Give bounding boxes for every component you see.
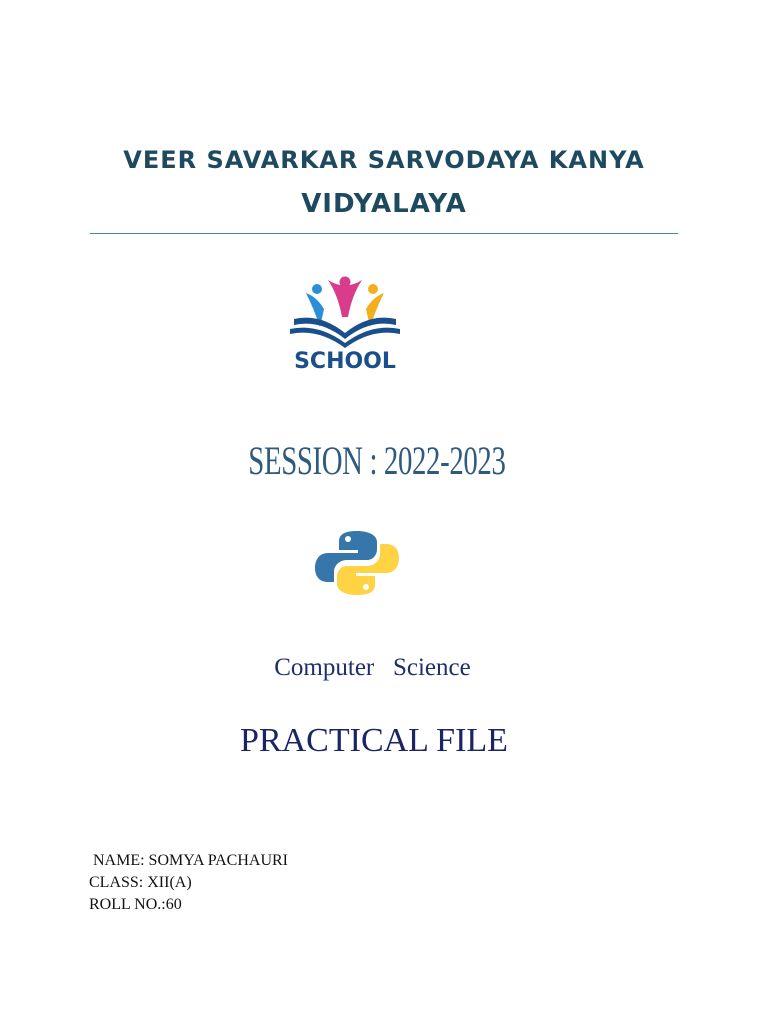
document-title: PRACTICAL FILE (240, 722, 508, 759)
school-name-line1: VEER SAVARKAR SARVODAYA KANYA (123, 146, 645, 174)
subject-heading: Computer Science (274, 654, 471, 681)
student-roll-number: ROLL NO.:60 (89, 896, 182, 913)
python-logo-icon (312, 528, 402, 598)
school-logo (284, 273, 406, 383)
school-name-line2: VIDYALAYA (301, 189, 467, 219)
session-heading: SESSION : 2022-2023 (248, 438, 506, 483)
school-book-people-icon (284, 273, 406, 353)
student-details (89, 850, 288, 916)
school-logo-wordmark: SCHOOL (294, 349, 396, 374)
student-name: NAME: SOMYA PACHAURI (89, 852, 289, 869)
header-divider (90, 233, 678, 234)
student-class: CLASS: XII(A) (89, 874, 192, 891)
